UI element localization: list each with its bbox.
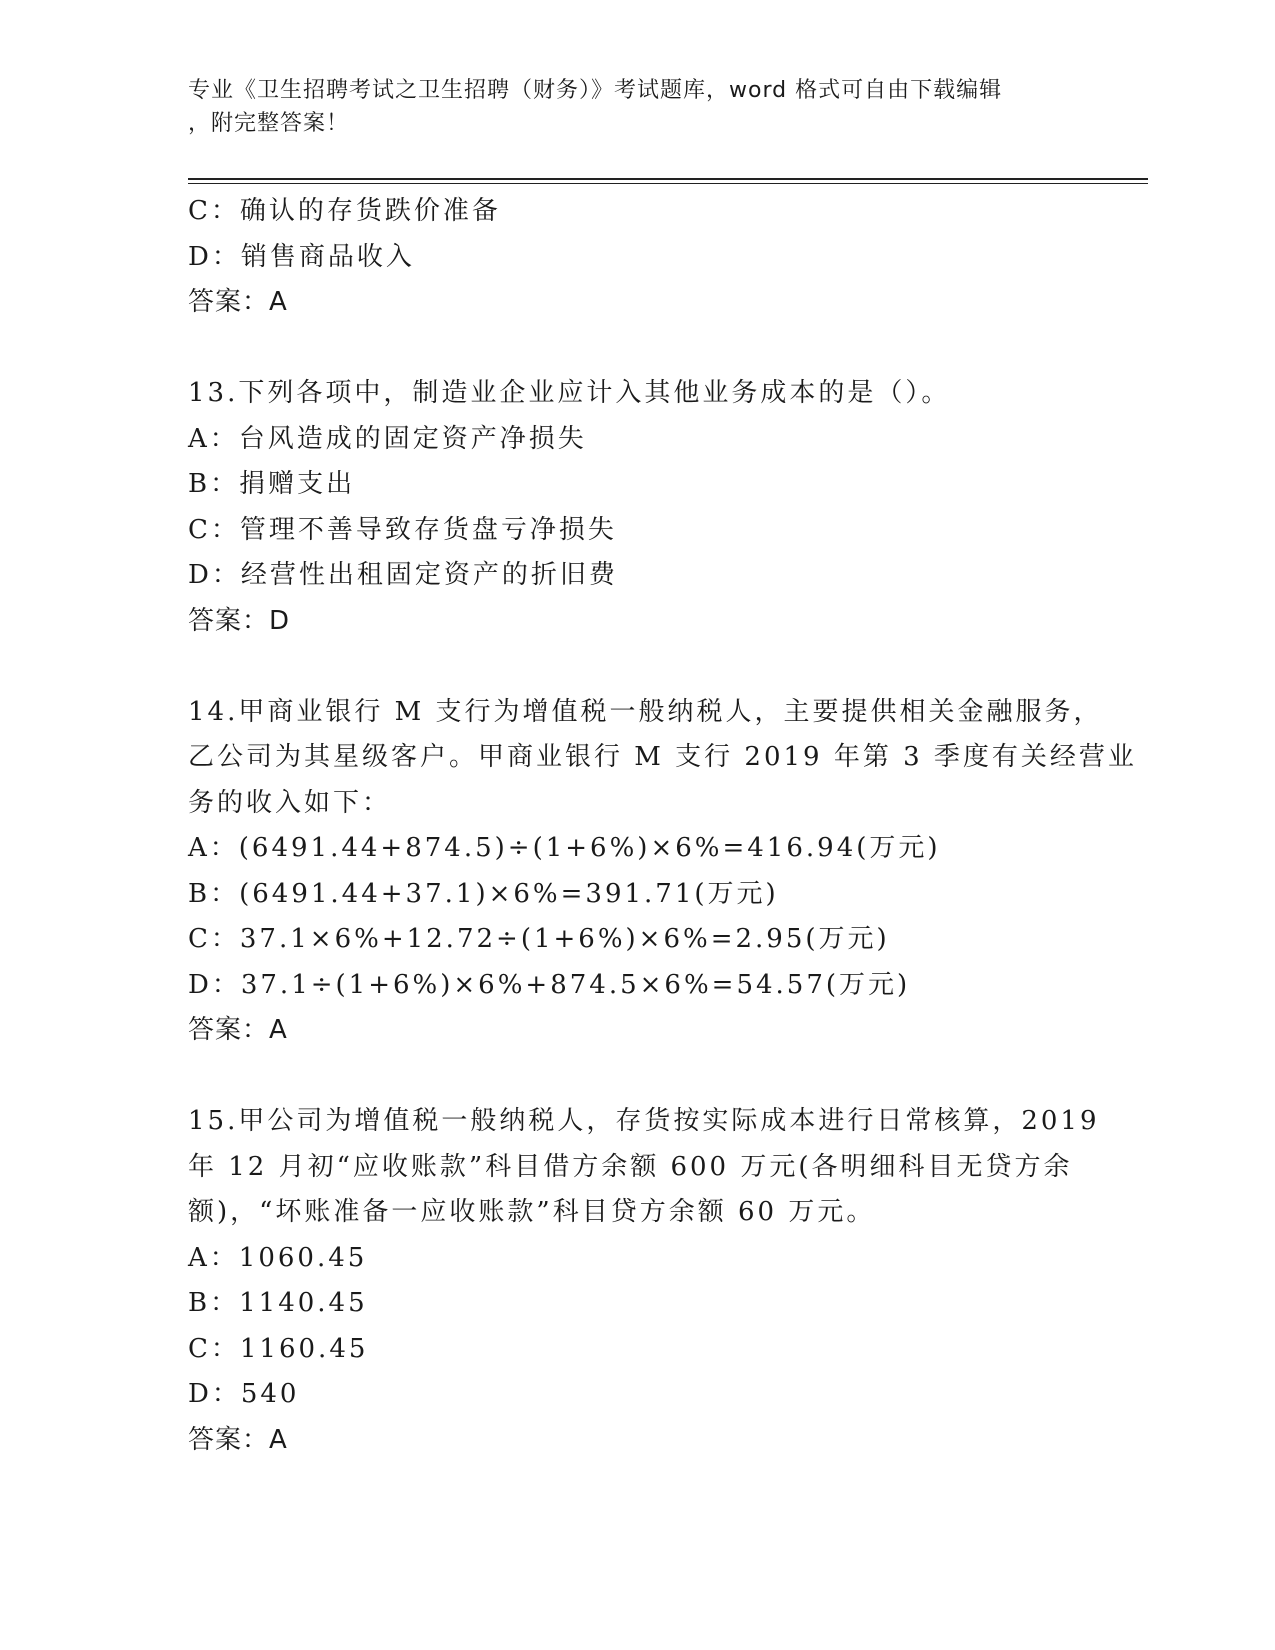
question-stem-line-2: 乙公司为其星级客户。甲商业银行 M 支行 2019 年第 3 季度有关经营业 (188, 742, 1137, 772)
question-stem-line-3: 务的收入如下： (188, 787, 392, 818)
question-13 (188, 371, 1088, 644)
question-stem-line-1: 15.甲公司为增值税一般纳税人，存货按实际成本进行日常核算，2019 (188, 1106, 1100, 1136)
spacer (188, 326, 1088, 372)
header-line-1: 专业《卫生招聘考试之卫生招聘（财务）》考试题库，word 格式可自由下载编辑 (188, 78, 1003, 103)
option-a: A：1060.45 (188, 1242, 368, 1273)
spacer (188, 1054, 1088, 1100)
question-stem-line-2: 年 12 月初“应收账款”科目借方余额 600 万元(各明细科目无贷方余 (188, 1151, 1073, 1182)
option-c: C：37.1×6%+12.72÷(1+6%)×6%=2.95(万元) (188, 924, 890, 954)
answer-line: 答案：D (188, 605, 291, 636)
question-12-tail (188, 189, 1088, 326)
option-d: D：经营性出租固定资产的折旧费 (188, 560, 618, 590)
question-stem: 13.下列各项中，制造业企业应计入其他业务成本的是（）。 (188, 378, 951, 408)
option-d: D：销售商品收入 (188, 241, 415, 272)
option-d: D：540 (188, 1379, 300, 1409)
answer-line: 答案：A (188, 287, 288, 317)
header-line-2: ，附完整答案！ (188, 111, 350, 136)
question-15 (188, 1099, 1100, 1463)
answer-line: 答案：A (188, 1015, 288, 1045)
header-rule-thin (188, 183, 1148, 184)
document-header (188, 74, 1088, 140)
spacer (188, 644, 1088, 690)
question-content (188, 189, 1137, 1463)
option-a: A：(6491.44+874.5)÷(1+6%)×6%=416.94(万元) (188, 833, 941, 863)
option-c: C：管理不善导致存货盘亏净损失 (188, 514, 617, 545)
question-stem-line-1: 14.甲商业银行 M 支行为增值税一般纳税人，主要提供相关金融服务， (188, 696, 1103, 727)
option-d: D：37.1÷(1+6%)×6%+874.5×6%=54.57(万元) (188, 969, 911, 1000)
option-b: B：1140.45 (188, 1288, 368, 1318)
answer-line: 答案：A (188, 1424, 288, 1455)
option-a: A：台风造成的固定资产净损失 (188, 423, 587, 454)
question-stem-line-3: 额)，“坏账准备一应收账款”科目贷方余额 60 万元。 (188, 1197, 876, 1227)
question-14 (188, 690, 1137, 1054)
option-c: C：确认的存货跌价准备 (188, 196, 501, 226)
option-b: B：(6491.44+37.1)×6%=391.71(万元) (188, 878, 779, 909)
header-rule-thick (188, 178, 1148, 180)
option-c: C：1160.45 (188, 1333, 369, 1364)
option-b: B：捐赠支出 (188, 469, 356, 499)
